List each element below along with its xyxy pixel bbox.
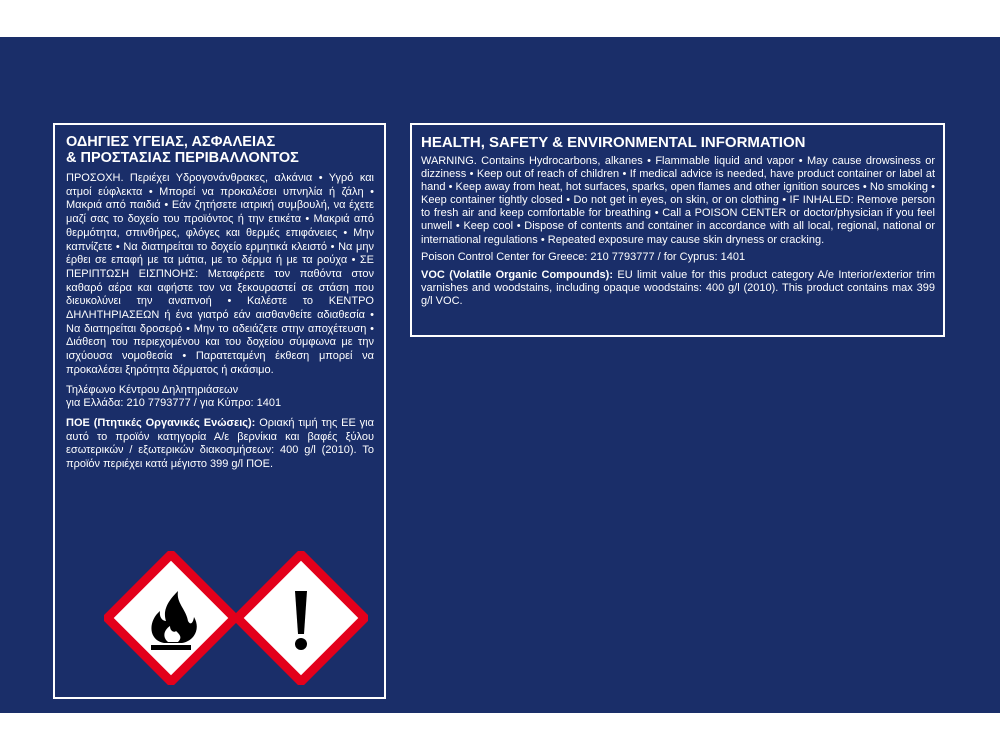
english-panel-title: HEALTH, SAFETY & ENVIRONMENTAL INFORMATION <box>421 134 806 151</box>
greek-voc-info <box>66 417 374 472</box>
greek-voc-text: Οριακή τιμή της ΕΕ για αυτό το προϊόν κατηγορία Α/ε βερνίκια και βαφές ξύλου εσωτερικών / εξωτερικών διακοσμήσεων: 400 g/l (2010). Το προϊόν περιέχει κατά μέγιστο 399 g/l ΠΟΕ. <box>66 416 374 471</box>
english-voc-label: VOC (Volatile Organic Compounds): <box>421 268 614 281</box>
english-safety-panel <box>410 123 945 337</box>
greek-warning-text: ΠΡΟΣΟΧΗ. Περιέχει Υδρογονάνθρακες, αλκάνια • Υγρό και ατμοί εύφλεκτα • Μπορεί να προκαλέσει υπνηλία ή ζάλη • Μακριά από παιδιά • Εάν ζητήσετε ιατρική συμβουλή, να έχετε μαζί σας το δοχείο του προϊόντος ή την ετικέτα • Μακριά από θερμότητα, σπινθήρες, φλόγες και θερμές επιφάνειες • Μην καπνίζετε • Να διατηρείται το δοχείο ερμητικά κλειστό • Να μην έρθει σε επαφή με τα μάτια, με το δέρμα ή με τα ρούχα • ΣΕ ΠΕΡΙΠΤΩΣΗ ΕΙΣΠΝΟΗΣ: Μεταφέρετε τον παθόντα στον καθαρό αέρα και αφήστε τον να ξεκουραστεί σε στάση που διευκολύνει την αναπνοή • Καλέστε το ΚΕΝΤΡΟ ΔΗΛΗΤΗΡΙΑΣΕΩΝ ή ένα γιατρό εάν αισθανθείτε αδιαθεσία • Να διατηρείται δροσερό • Μην το αδειάζετε στην αποχέτευση • Διάθεση του περιεχομένου και του δοχείου σύμφωνα με την ισχύουσα νομοθεσία • Παρατεταμένη έκθεση μπορεί να προκαλέσει ξηρότητα δέρματος ή σκάσιμο. <box>66 172 374 376</box>
flame-icon <box>104 551 238 685</box>
english-poison-center: Poison Control Center for Greece: 210 7793777 / for Cyprus: 1401 <box>421 250 746 263</box>
greek-panel-title <box>66 134 374 166</box>
greek-poison-line-2: για Ελλάδα: 210 7793777 / για Κύπρο: 1401 <box>66 397 282 410</box>
greek-voc-label: ΠΟΕ (Πτητικές Οργανικές Ενώσεις): <box>66 416 256 429</box>
greek-safety-panel <box>53 123 386 699</box>
greek-poison-center <box>66 384 374 411</box>
exclamation-mark-icon <box>234 551 368 685</box>
english-voc-info <box>421 269 935 308</box>
product-label <box>0 37 1000 713</box>
greek-title-line-2: & ΠΡΟΣΤΑΣΙΑΣ ΠΕΡΙΒΑΛΛΟΝΤΟΣ <box>66 150 299 166</box>
english-voc-text: EU limit value for this product category A/e Interior/exterior trim varnishes and woodstains, including opaque woodstains: 400 g/l (2010). This product contains max 399 g/l VOC. <box>421 268 935 307</box>
greek-title-line-1: ΟΔΗΓΙΕΣ ΥΓΕΙΑΣ, ΑΣΦΑΛΕΙΑΣ <box>66 134 276 150</box>
hazard-pictograms <box>104 551 374 685</box>
english-warning-text: WARNING. Contains Hydrocarbons, alkanes • Flammable liquid and vapor • May cause drowsiness or dizziness • Keep out of reach of children • If medical advice is needed, have product container or label at hand • Keep away from heat, hot surfaces, sparks, open flames and other ignition sources • No smoking • Keep container tightly closed • Do not get in eyes, on skin, or on clothing • IF INHALED: Remove person to fresh air and keep comfortable for breathing • Call a POISON CENTER or doctor/physician if you feel unwell • Keep cool • Dispose of contents and container in accordance with all local, regional, national or international regulations • Repeated exposure may cause skin dryness or cracking. <box>421 155 935 246</box>
greek-poison-line-1: Τηλέφωνο Κέντρου Δηλητηριάσεων <box>66 383 239 396</box>
